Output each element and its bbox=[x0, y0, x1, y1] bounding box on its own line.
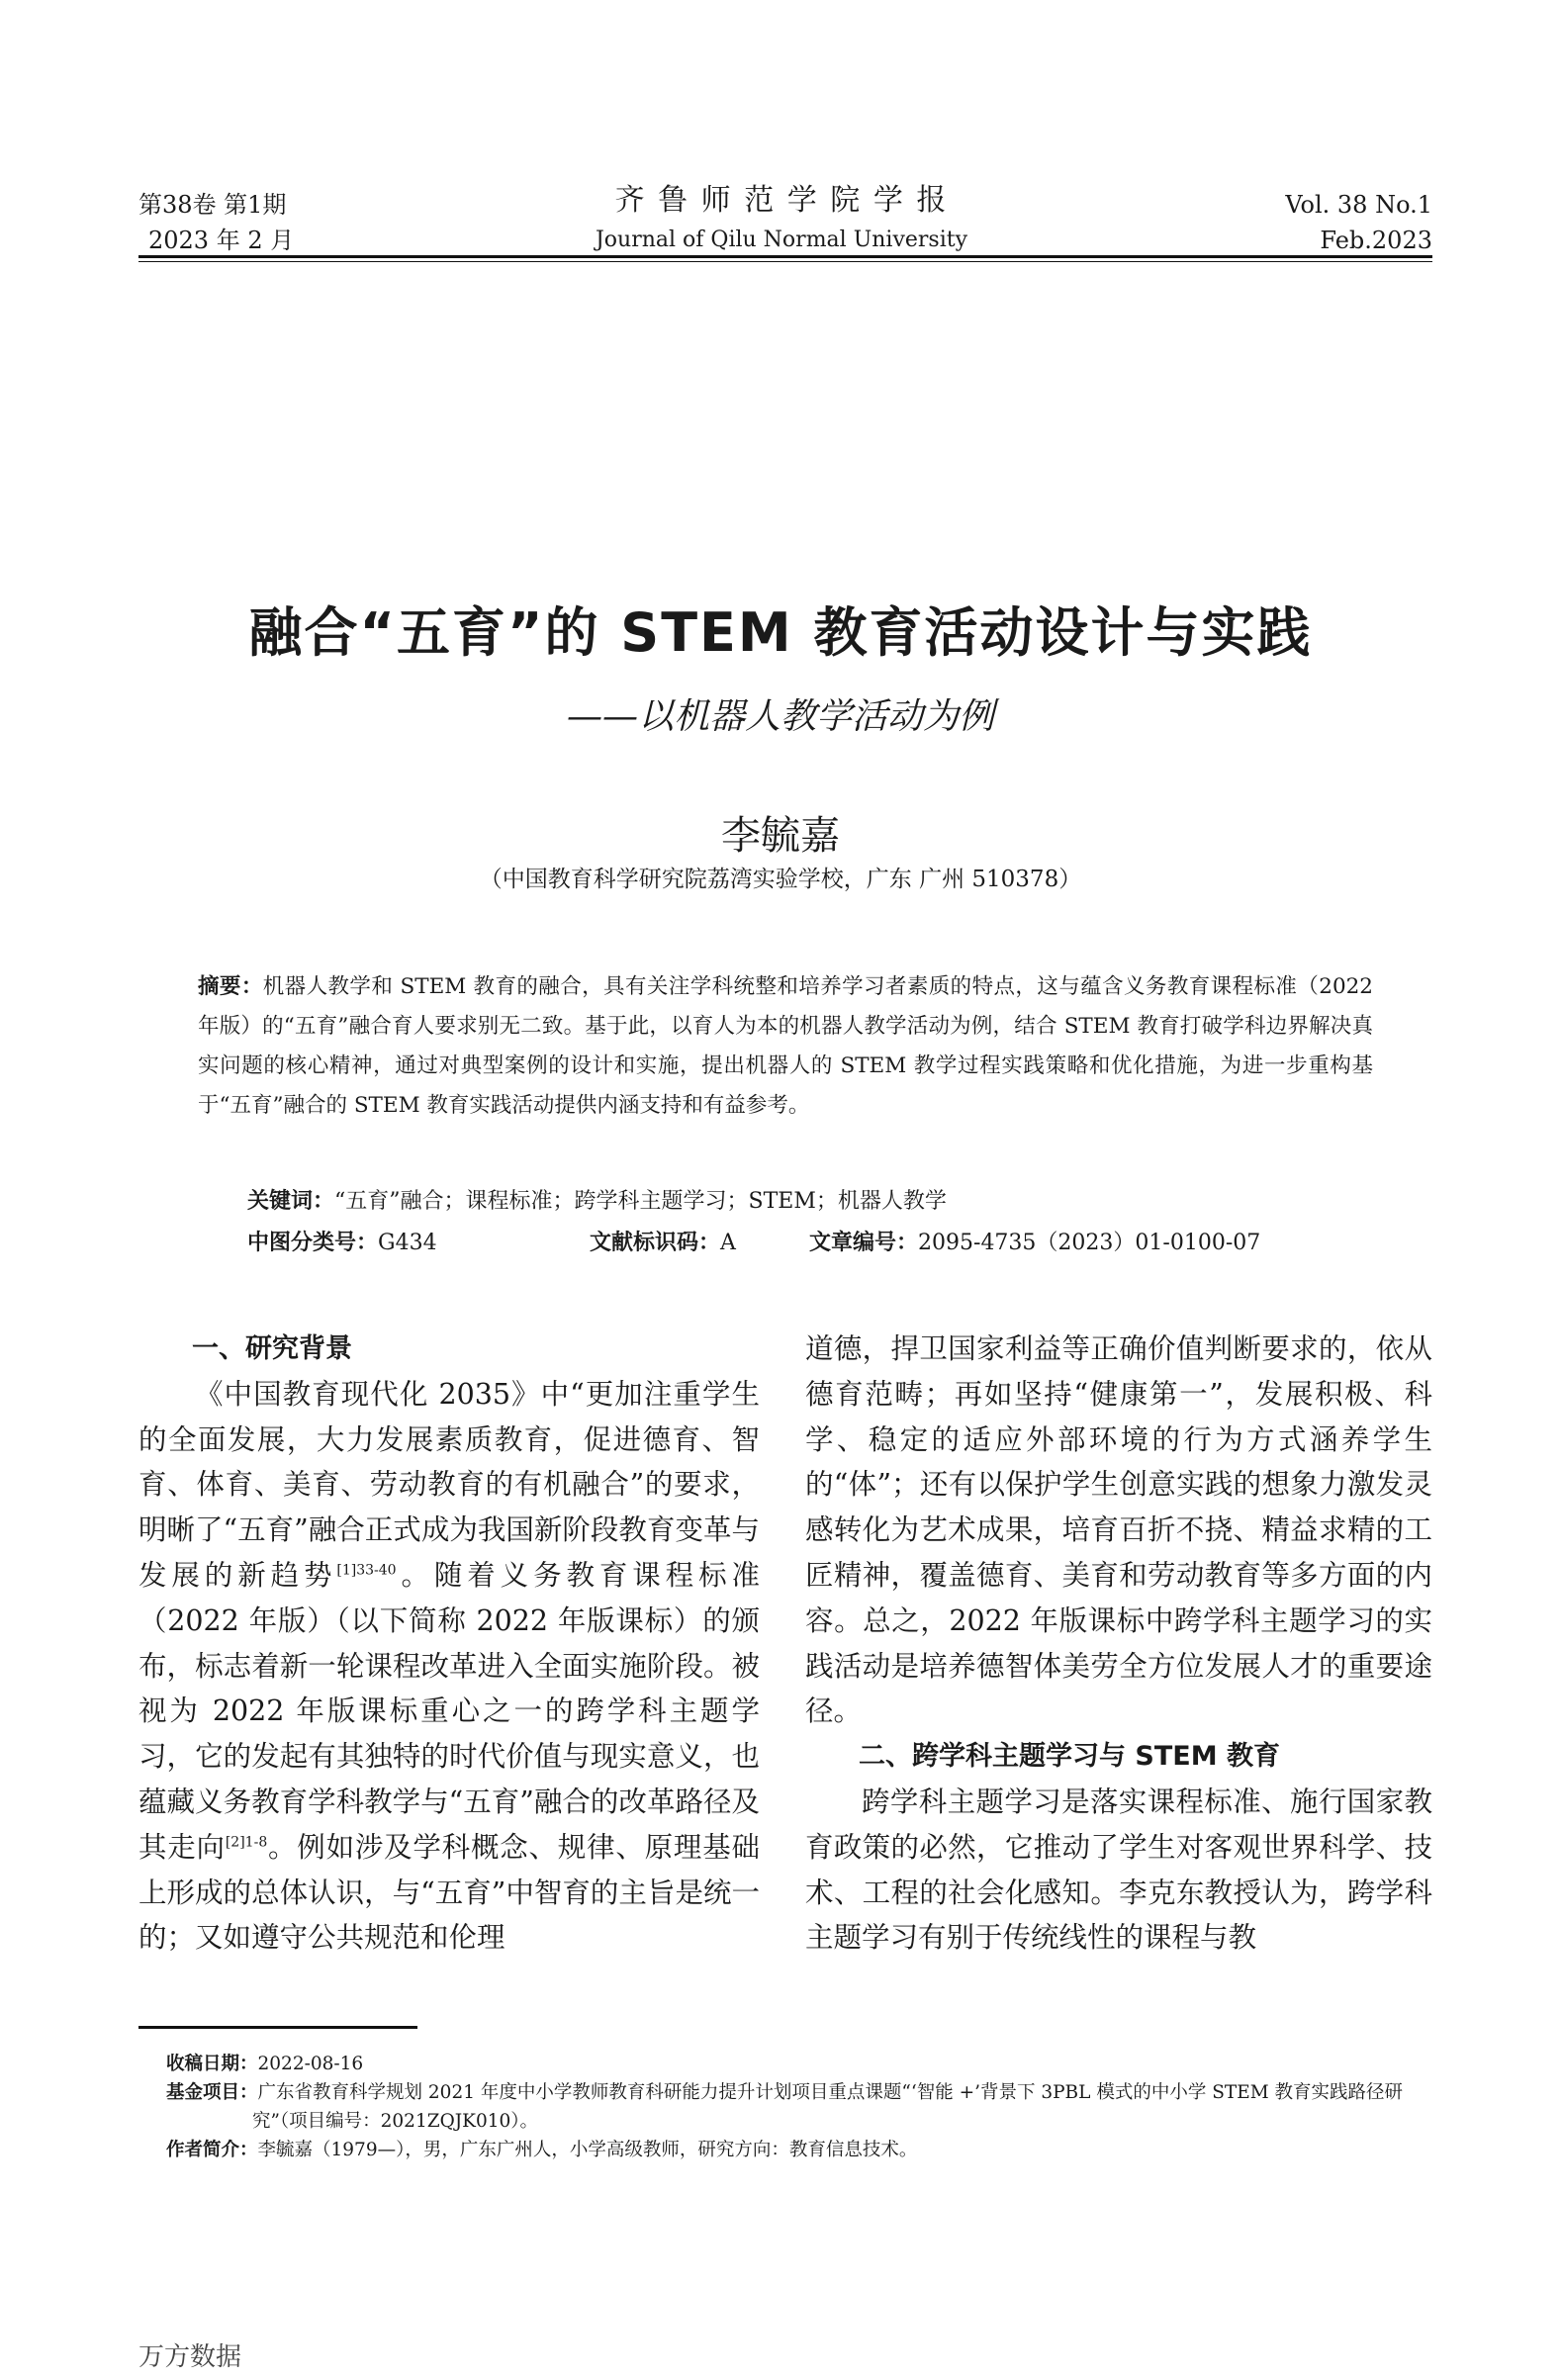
keywords-label: 关键词： bbox=[247, 1189, 335, 1214]
journal-name-cn: 齐 鲁 师 范 学 院 学 报 bbox=[614, 183, 949, 218]
article-number-value: 2095-4735（2023）01-0100-07 bbox=[918, 1231, 1261, 1255]
fund-label: 基金项目： bbox=[166, 2082, 258, 2103]
header-rule-thick bbox=[138, 255, 1432, 258]
body-right-column bbox=[805, 1327, 1432, 1961]
footnote-rule bbox=[138, 2026, 417, 2029]
fund-value: 广东省教育科学规划 2021 年度中小学教师教育科研能力提升计划项目重点课题“‘智能 +’背景下 3PBL 模式的中小学 STEM 教育实践路径研究”（项目编号：2021ZQJK010）。 bbox=[251, 2082, 1404, 2132]
clc-number bbox=[247, 1227, 437, 1260]
paragraph: 跨学科主题学习是落实课程标准、施行国家教育政策的必然，它推动了学生对客观世界科学、技术、工程的社会化感知。李克东教授认为，跨学科主题学习有别于传统线性的课程与教 bbox=[805, 1785, 1432, 1955]
received-label: 收稿日期： bbox=[166, 2054, 258, 2074]
citation-ref: [1]33-40 bbox=[336, 1562, 397, 1579]
date-en: Feb.2023 bbox=[1320, 227, 1432, 254]
volume-issue: 第38卷 第1期 bbox=[138, 191, 287, 219]
wanfang-watermark: 万方数据 bbox=[138, 2342, 242, 2372]
keywords-text: “五育”融合；课程标准；跨学科主题学习；STEM；机器人教学 bbox=[334, 1189, 947, 1214]
fund-project bbox=[166, 2078, 1432, 2136]
article-number-label: 文章编号： bbox=[809, 1231, 919, 1255]
paragraph bbox=[138, 1372, 760, 1961]
abstract bbox=[198, 967, 1373, 1126]
clc-value: G434 bbox=[378, 1231, 437, 1255]
paragraph: 道德，捍卫国家利益等正确价值判断要求的，依从德育范畴；再如坚持“健康第一”，发展积极、科学、稳定的适应外部环境的行为方式涵养学生的“体”；还有以保护学生创意实践的想象力激发灵感转化为艺术成果，培育百折不挠、精益求精的工匠精神，覆盖德育、美育和劳动教育等多方面的内容。总之，2022 年版课标中跨学科主题学习的实践活动是培养德智体美劳全方位发展人才的重要途径。 bbox=[805, 1332, 1432, 1728]
document-code bbox=[590, 1227, 736, 1260]
footnotes bbox=[166, 2050, 1432, 2164]
author-bio bbox=[166, 2136, 1432, 2164]
article-title: 融合“五育”的 STEM 教育活动设计与实践 bbox=[248, 601, 1313, 664]
author-bio-label: 作者简介： bbox=[166, 2140, 258, 2160]
volume-number-en: Vol. 38 No.1 bbox=[1285, 191, 1432, 219]
received-value: 2022-08-16 bbox=[257, 2054, 364, 2074]
document-code-label: 文献标识码： bbox=[590, 1231, 721, 1255]
paragraph-text: 。例如涉及学科概念、规律、原理基础上形成的总体认识，与“五育”中智育的主旨是统一的；又如遵守公共规范和伦理 bbox=[138, 1830, 760, 1955]
header-rule-thin bbox=[138, 261, 1432, 262]
publication-date: 2023 年 2 月 bbox=[148, 227, 295, 254]
abstract-text: 机器人教学和 STEM 教育的融合，具有关注学科统整和培养学习者素质的特点，这与蕴含义务教育课程标准（2022 年版）的“五育”融合育人要求别无二致。基于此，以育人为本的机器人教学活动为例，结合 STEM 教育打破学科边界解决真实问题的核心精神，通过对典型案例的设计和实施，提出机器人的 STEM 教学过程实践策略和优化措施，为进一步重构基于“五育”融合的 STEM 教育实践活动提供内涵支持和有益参考。 bbox=[198, 974, 1373, 1118]
document-code-value: A bbox=[720, 1231, 736, 1255]
paragraph-text: 。随着义务教育课程标准（2022 年版）（以下简称 2022 年版课标）的颁布，标志着新一轮课程改革进入全面实施阶段。被视为 2022 年版课标重心之一的跨学科主题学习，它的发起有其独特的时代价值与现实意义，也蕴藏义务教育学科教学与“五育”融合的改革路径及其走向 bbox=[138, 1558, 760, 1864]
section-heading-2: 二、跨学科主题学习与 STEM 教育 bbox=[859, 1741, 1280, 1773]
clc-label: 中图分类号： bbox=[247, 1231, 379, 1255]
author-name: 李毓嘉 bbox=[721, 813, 840, 859]
paragraph-text: 《中国教育现代化 2035》中“更加注重学生的全面发展，大力发展素质教育，促进德育、智育、体育、美育、劳动教育的有机融合”的要求，明晰了“五育”融合正式成为我国新阶段教育变革与发展的新趋势 bbox=[138, 1377, 760, 1592]
keywords bbox=[247, 1185, 947, 1219]
body-left-column bbox=[138, 1327, 760, 1961]
article-number bbox=[809, 1227, 1260, 1260]
journal-name-en: Journal of Qilu Normal University bbox=[595, 228, 968, 252]
abstract-label: 摘要： bbox=[198, 974, 263, 999]
article-subtitle: ——以机器人教学活动为例 bbox=[566, 696, 994, 737]
section-heading-1: 一、研究背景 bbox=[192, 1333, 352, 1364]
author-bio-value: 李毓嘉（1979—），男，广东广州人，小学高级教师，研究方向：教育信息技术。 bbox=[257, 2140, 918, 2160]
received-date bbox=[166, 2050, 1432, 2078]
author-affiliation: （中国教育科学研究院荔湾实验学校，广东 广州 510378） bbox=[479, 867, 1082, 892]
citation-ref: [2]1-8 bbox=[225, 1834, 268, 1851]
